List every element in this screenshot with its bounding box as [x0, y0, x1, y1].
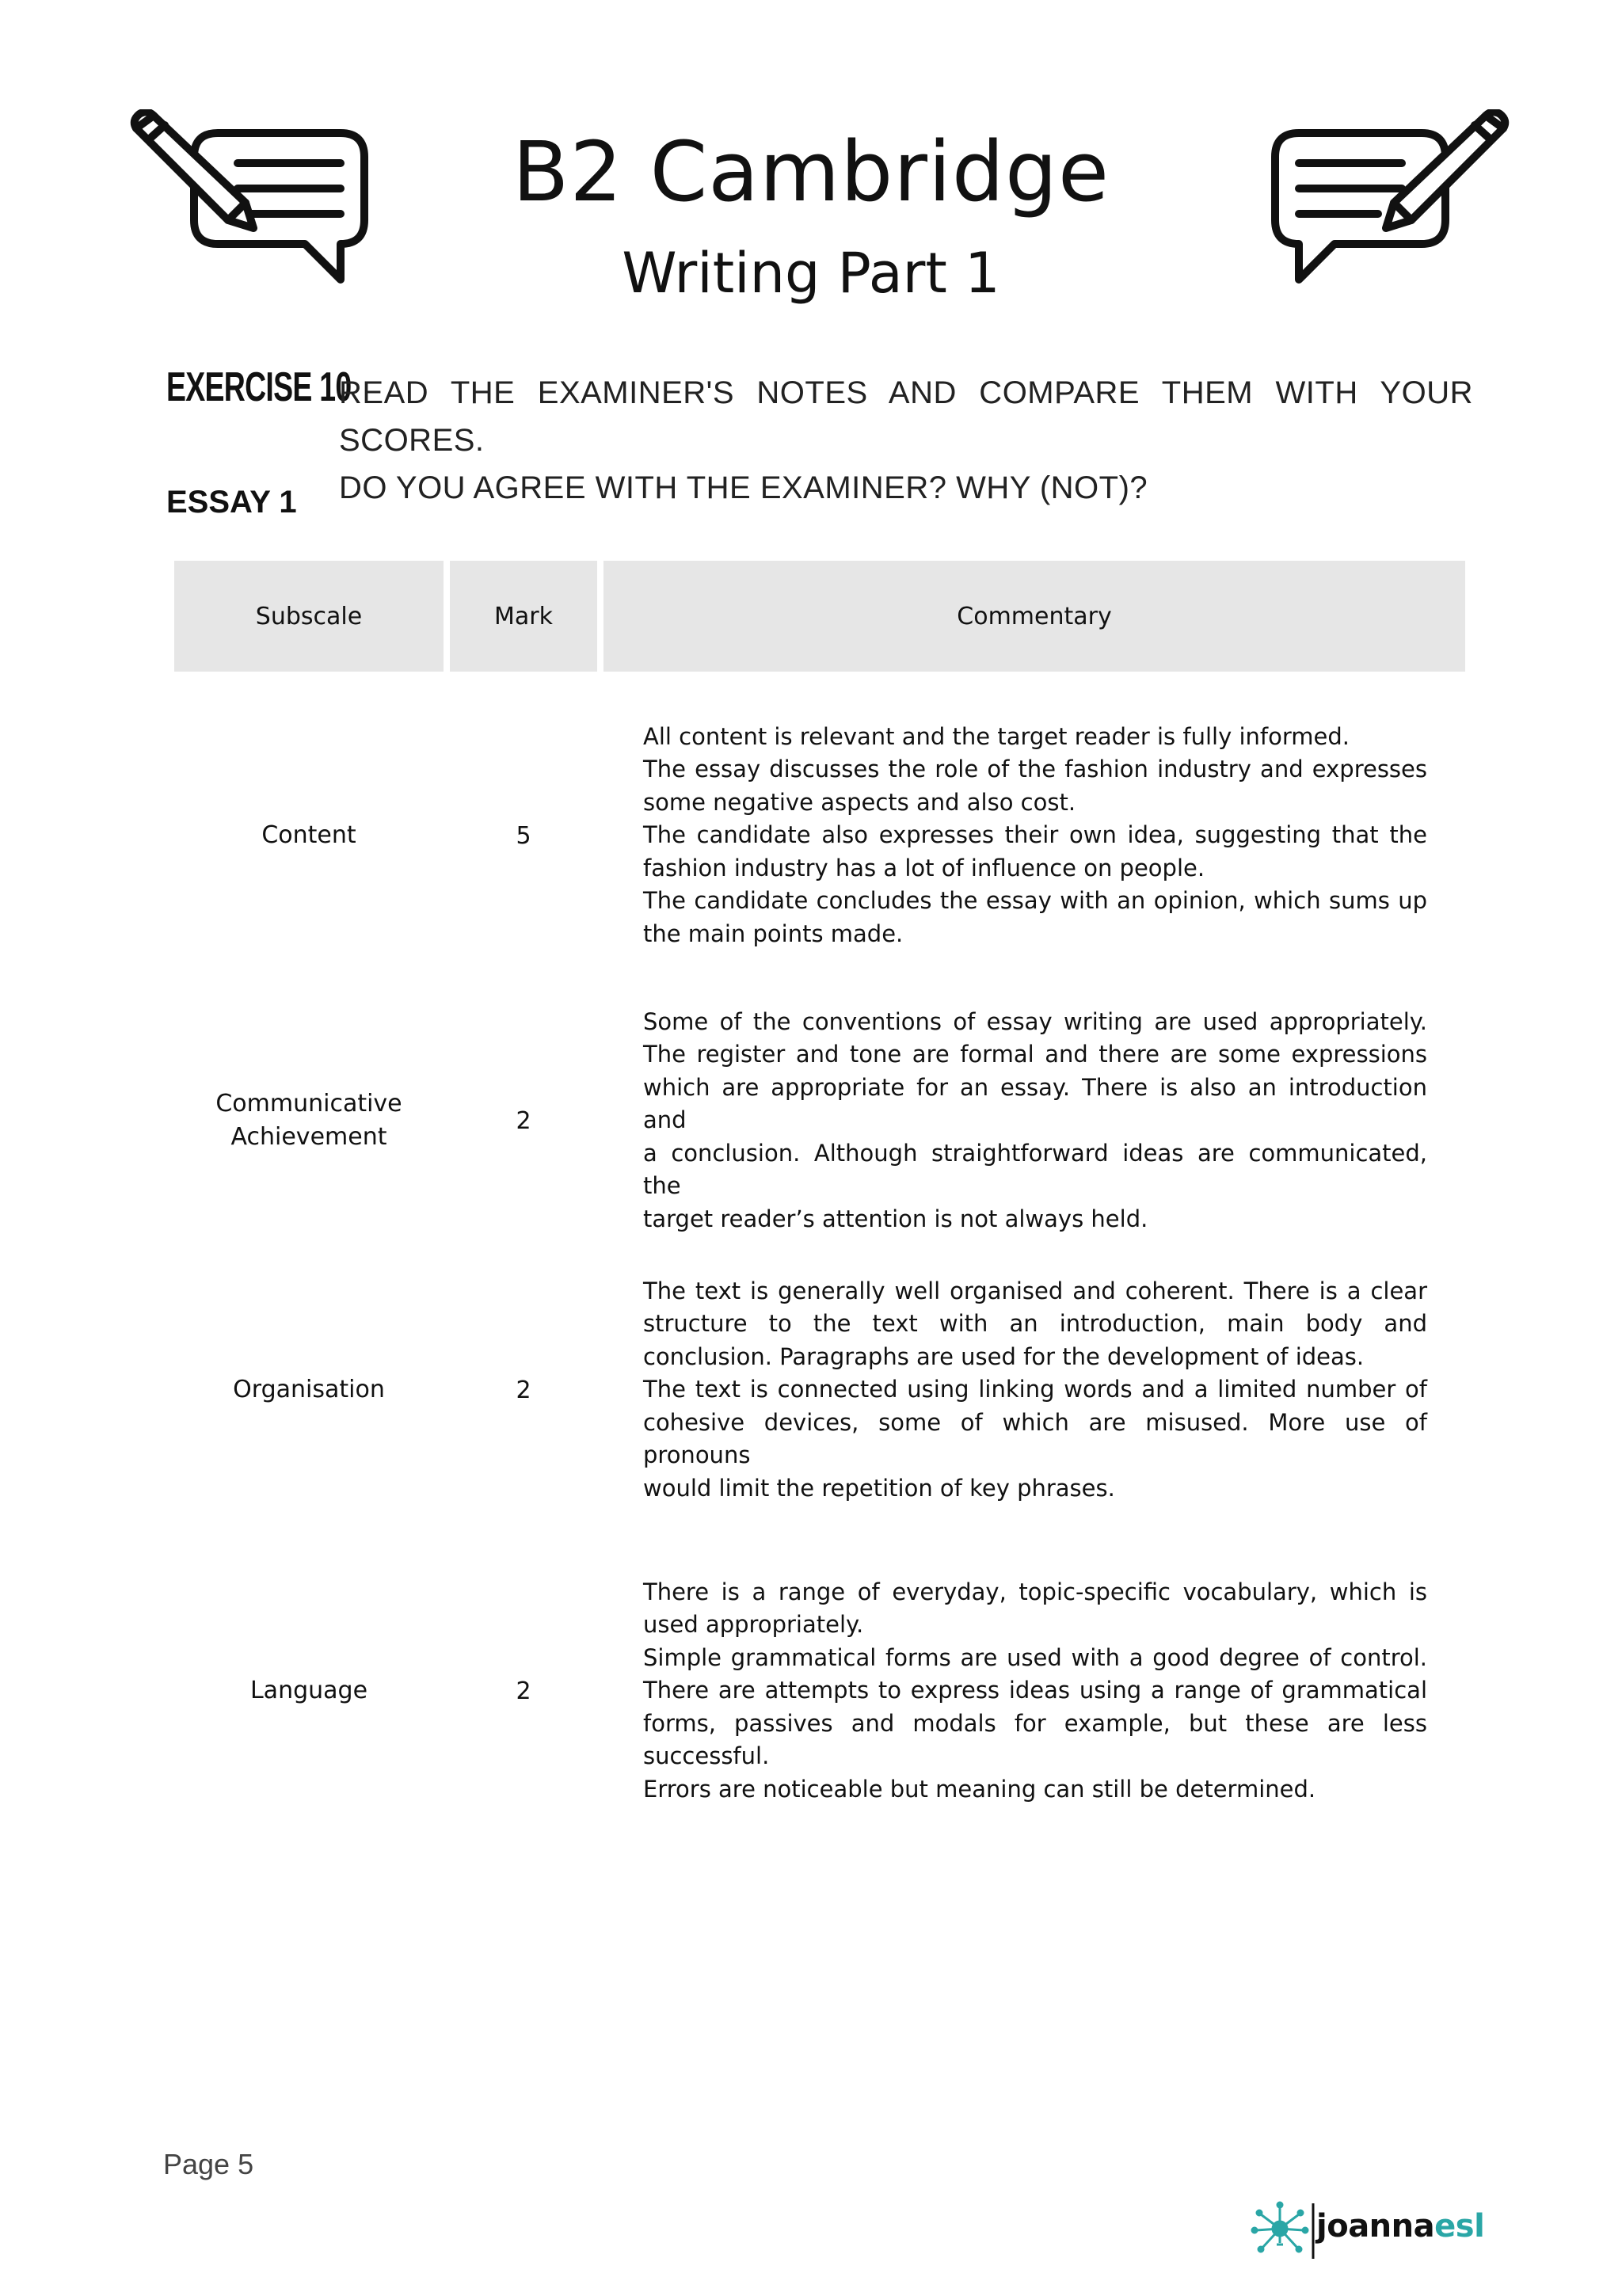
commentary-line: The candidate concludes the essay with an opinion, which sums up: [643, 887, 1427, 915]
commentary-line: which are appropriate for an essay. There is also an introduction and: [643, 1073, 1427, 1134]
logo-text-part1: joanna: [1316, 2208, 1435, 2245]
row-commentary: [643, 1007, 1427, 1232]
row-subscale: [174, 1030, 444, 1212]
row-mark: 2: [516, 1106, 531, 1135]
commentary-line: The essay discusses the role of the fashion industry and expresses: [643, 756, 1427, 783]
commentary-line: the main points made.: [643, 920, 904, 947]
table-row: [174, 1277, 1465, 1502]
logo-text-part2: esl: [1434, 2208, 1485, 2245]
commentary-line: The candidate also expresses their own idea, suggesting that the: [643, 821, 1427, 849]
table-header-commentary: Commentary: [603, 561, 1465, 672]
exercise-instruction-line2: DO YOU AGREE WITH THE EXAMINER? WHY (NOT)?: [339, 470, 1148, 505]
exercise-instruction: [339, 369, 1473, 512]
commentary-line: would limit the repetition of key phrases.: [643, 1474, 1115, 1502]
commentary-line: The text is connected using linking words and a limited number of: [643, 1376, 1427, 1403]
commentary-line: cohesive devices, some of which are misused. More use of pronouns: [643, 1408, 1427, 1469]
table-row: [174, 713, 1465, 958]
commentary-line: There are attempts to express ideas using a range of grammatical: [643, 1677, 1427, 1704]
commentary-line: conclusion. Paragraphs are used for the development of ideas.: [643, 1342, 1365, 1370]
table-row: [174, 1007, 1465, 1232]
row-subscale: Content: [261, 821, 356, 849]
commentary-line: used appropriately.: [643, 1611, 864, 1639]
page-number: Page 5: [163, 2148, 254, 2180]
commentary-line: some negative aspects and also cost.: [643, 788, 1076, 816]
exercise-instruction-line1: READ THE EXAMINER'S NOTES AND COMPARE THEM WITH YOUR SCORES.: [339, 375, 1473, 458]
row-mark: 2: [516, 1376, 531, 1404]
brand-logo-text: [1316, 2208, 1484, 2245]
row-subscale: Language: [249, 1677, 368, 1704]
row-commentary: [643, 713, 1427, 958]
row-commentary: [643, 1568, 1427, 1814]
exercise-label: EXERCISE 10: [166, 364, 352, 410]
commentary-line: The register and tone are formal and there are some expressions: [643, 1041, 1427, 1068]
table-row: [174, 1568, 1465, 1814]
commentary-line: All content is relevant and the target reader is fully informed.: [643, 722, 1350, 750]
table-header-mark: Mark: [450, 561, 597, 672]
commentary-line: forms, passives and modals for example, but these are less: [643, 1709, 1427, 1737]
row-mark: 5: [516, 821, 531, 850]
row-mark: 2: [516, 1677, 531, 1705]
commentary-line: structure to the text with an introduction, main body and: [643, 1310, 1427, 1338]
commentary-line: Simple grammatical forms are used with a good degree of control.: [643, 1643, 1427, 1671]
commentary-line: target reader’s attention is not always held.: [643, 1205, 1148, 1232]
commentary-line: There is a range of everyday, topic-specific vocabulary, which is: [643, 1578, 1427, 1605]
row-subscale-text: Communicative Achievement: [215, 1090, 402, 1151]
commentary-line: a conclusion. Although straightforward ideas are communicated, the: [643, 1139, 1427, 1200]
table-header-subscale: Subscale: [174, 561, 444, 672]
commentary-line: Errors are noticeable but meaning can still be determined.: [643, 1775, 1316, 1803]
page-title: B2 Cambridge: [512, 124, 1110, 220]
page-subtitle: Writing Part 1: [622, 241, 1000, 306]
commentary-line: fashion industry has a lot of influence on people.: [643, 854, 1205, 881]
row-commentary: [643, 1277, 1427, 1502]
essay-heading: ESSAY 1: [166, 485, 297, 520]
commentary-line: successful.: [643, 1742, 770, 1770]
commentary-line: The text is generally well organised and coherent. There is a clear: [643, 1277, 1427, 1304]
commentary-line: Some of the conventions of essay writing are used appropriately.: [643, 1007, 1427, 1035]
row-subscale: Organisation: [233, 1376, 385, 1403]
